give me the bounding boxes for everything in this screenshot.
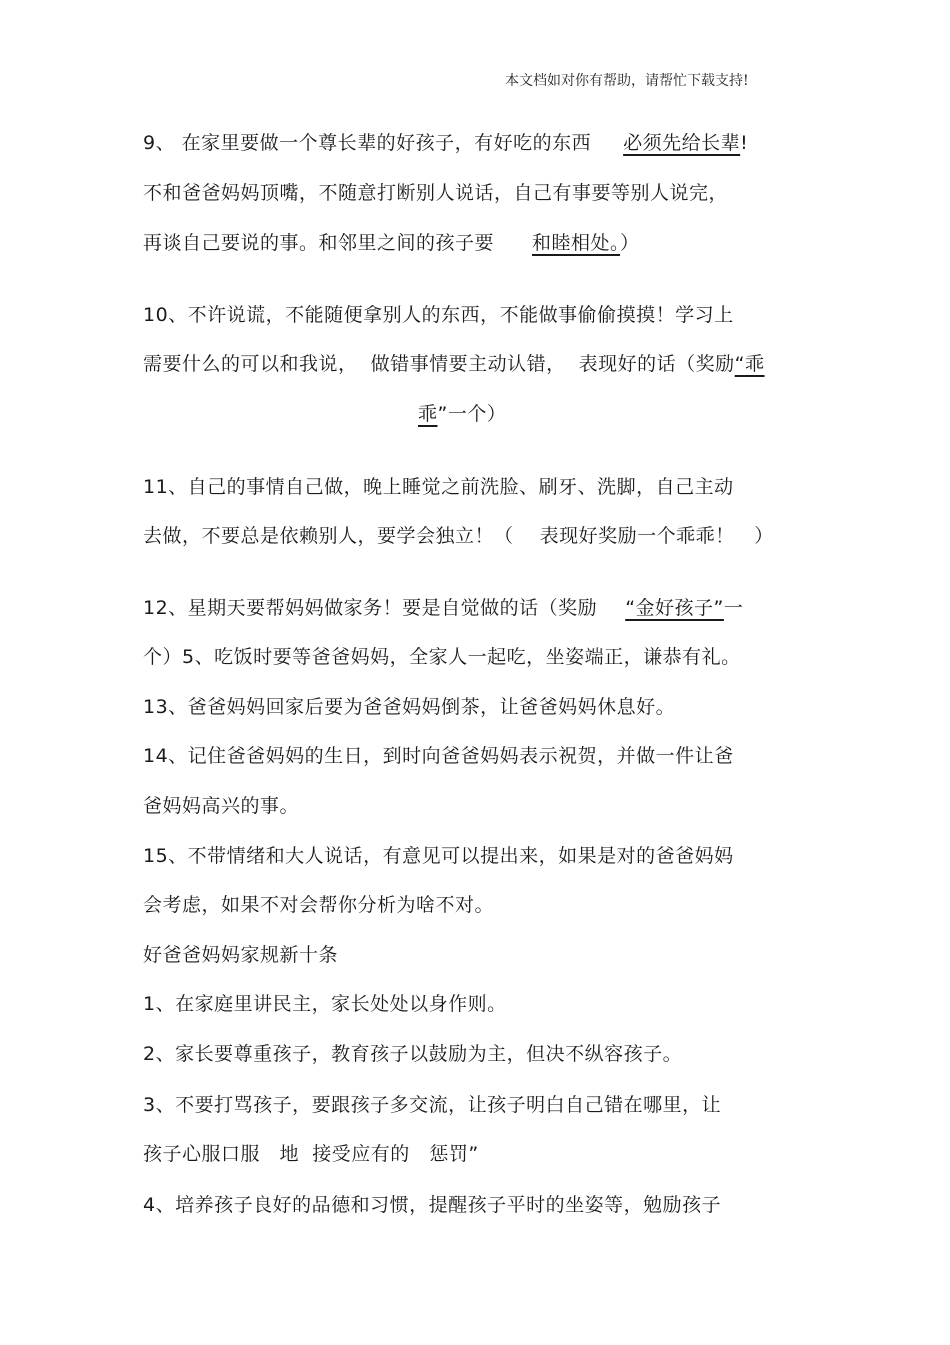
rule-9-line-3-underlined: 和睦相处。 xyxy=(532,232,621,254)
rule-12-line-2: 个）5、吃饭时要等爸爸妈妈，全家人一起吃，坐姿端正，谦恭有礼。 xyxy=(143,646,741,668)
rule-12-end: 一 xyxy=(723,597,744,619)
parent-rule-1: 1、在家庭里讲民主，家长处处以身作则。 xyxy=(143,993,507,1015)
rule-14-line-2: 爸妈妈高兴的事。 xyxy=(143,795,300,817)
rule-15-line-2: 会考虑，如果不对会帮你分析为啥不对。 xyxy=(143,894,495,916)
rule-12-line-1 xyxy=(143,595,743,621)
rule-11-line-1: 11、自己的事情自己做，晚上睡觉之前洗脸、刷牙、洗脚，自己主动 xyxy=(143,476,734,498)
rule-9-line-3-text: 再谈自己要说的事。和邻里之间的孩子要 xyxy=(143,232,495,254)
rule-9-underlined-phrase: 必须先给长辈 xyxy=(623,132,741,154)
rule-9-text: 9、 在家里要做一个尊长辈的好孩子，有好吃的东西 xyxy=(143,132,592,154)
rule-11-line-2: 去做，不要总是依赖别人，要学会独立！（ 表现好奖励一个乖乖！ ） xyxy=(143,525,774,547)
rule-9-line-3-end: ） xyxy=(620,232,640,254)
rule-10-line-2 xyxy=(143,351,765,377)
rule-9-exclaim: ! xyxy=(740,132,749,154)
rule-13-line: 13、爸爸妈妈回家后要为爸爸妈妈倒茶，让爸爸妈妈休息好。 xyxy=(143,696,676,718)
parent-rule-3-line-1: 3、不要打骂孩子，要跟孩子多交流，让孩子明白自己错在哪里，让 xyxy=(143,1094,722,1116)
parent-rule-2: 2、家长要尊重孩子，教育孩子以鼓励为主，但决不纵容孩子。 xyxy=(143,1043,683,1065)
rule-9-line-2: 不和爸爸妈妈顶嘴，不随意打断别人说话，自己有事要等别人说完， xyxy=(143,182,729,204)
rule-9-line-3 xyxy=(143,230,640,256)
parent-rule-3-line-2: 孩子心服口服 地 接受应有的 惩罚” xyxy=(143,1143,479,1165)
rule-15-line-1: 15、不带情绪和大人说话，有意见可以提出来，如果是对的爸爸妈妈 xyxy=(143,845,734,867)
rule-10-line-3-text: ”一个） xyxy=(437,403,507,425)
rule-10-line-3 xyxy=(418,401,506,427)
rule-9-line-1 xyxy=(143,130,748,156)
parent-rule-4-line-1: 4、培养孩子良好的品德和习惯，提醒孩子平时的坐姿等，勉励孩子 xyxy=(143,1194,722,1216)
section-heading: 好爸爸妈妈家规新十条 xyxy=(143,944,339,966)
rule-12-underlined: “金好孩子” xyxy=(625,597,724,619)
rule-10-line-3-underlined: 乖 xyxy=(418,403,438,425)
rule-10-underlined: “乖 xyxy=(734,353,765,375)
rule-12-text: 12、星期天要帮妈妈做家务！要是自觉做的话（奖励 xyxy=(143,597,598,619)
rule-14-line-1: 14、记住爸爸妈妈的生日，到时向爸爸妈妈表示祝贺，并做一件让爸 xyxy=(143,745,734,767)
rule-10-line-1: 10、不许说谎，不能随便拿别人的东西，不能做事偷偷摸摸！学习上 xyxy=(143,304,734,326)
page-header-note: 本文档如对你有帮助，请帮忙下载支持! xyxy=(505,73,749,89)
rule-10-line-2-text: 需要什么的可以和我说， 做错事情要主动认错， 表现好的话（奖励 xyxy=(143,353,735,375)
